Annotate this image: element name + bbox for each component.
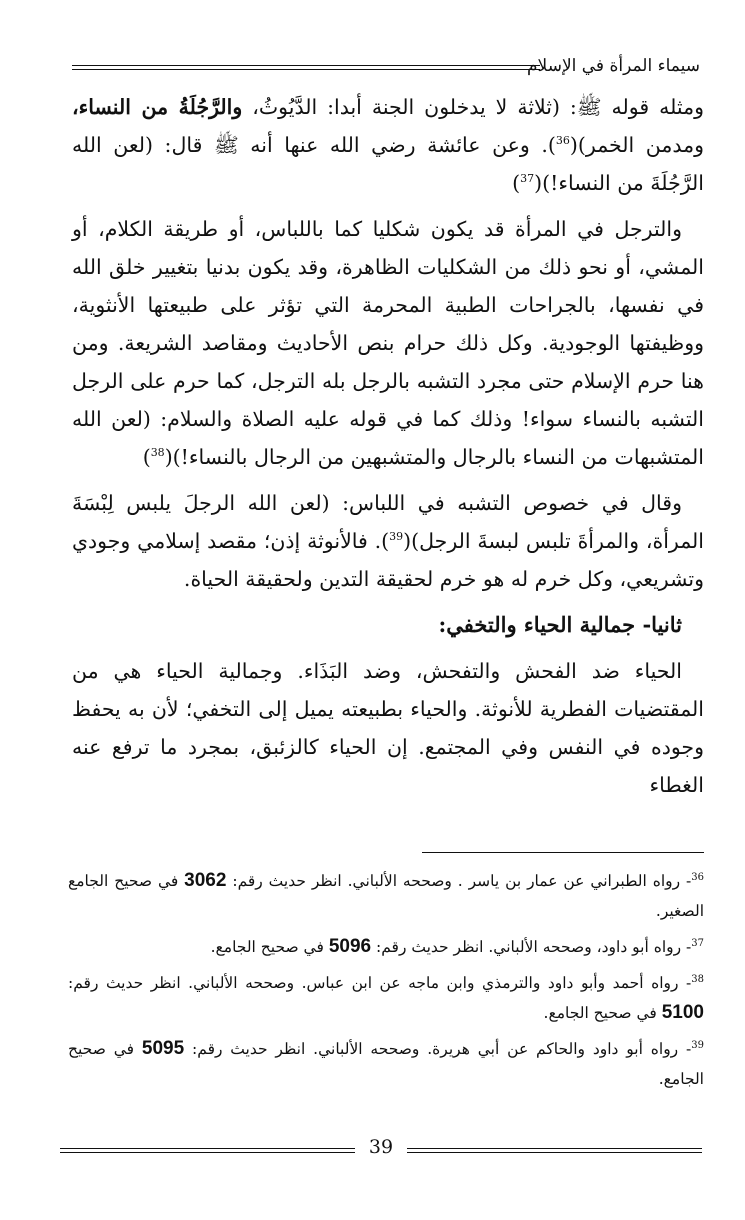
hadith-number: 5100 [661,1002,704,1023]
footnote-ref-39[interactable]: 39 [389,530,404,544]
footnotes [68,866,704,1100]
running-header [72,52,700,88]
section-title: ثانيا- جمالية الحياء والتخفي: [438,612,682,637]
hadith-number: 5095 [141,1038,185,1059]
footnote-ref-38[interactable]: 38 [150,446,165,460]
paragraph-1: ومثله قوله ﷺ: (ثلاثة لا يدخلون الجنة أبدا: الدَّيُوثُ، والرَّجُلَةُ من النساء، ومدمن الخمر)($^{36}$). وعن عائشة رضي الله عنها أنه ﷺ قال: (لعن الله الرَّجُلَةَ من النساء!)($^{37}$) [72,95,704,195]
footnote-37: $^{37}$- رواه أبو داود، وصححه الألباني. انظر حديث رقم: 5096 في صحيح الجامع. [210,936,704,957]
footnote-ref-37[interactable]: 37 [520,172,535,186]
book-title: سيماء المرأة في الإسلام [527,56,700,76]
footnote-number: 36 [691,871,704,883]
footnote-separator [422,852,704,853]
footnote-36: $^{36}$- رواه الطبراني عن عمار بن ياسر . وصححه الألباني. انظر حديث رقم: 3062 في صحيح الجامع الصغير. [68,870,704,920]
footnote-38: $^{38}$- رواه أحمد وأبو داود والترمذي وابن ماجه عن ابن عباس. وصححه الألباني. انظر حديث رقم: 5100 في صحيح الجامع. [68,973,704,1023]
footnote-ref-36[interactable]: 36 [555,134,570,148]
page-footer [60,1136,702,1164]
footnote-39: $^{39}$- رواه أبو داود والحاكم عن أبي هريرة. وصححه الألباني. انظر حديث رقم: 5095 في صحيح الجامع. [68,1038,704,1088]
footer-rule-right [407,1148,702,1153]
bold-phrase: والرَّجُلَةُ من النساء، [72,95,243,119]
main-text [72,88,704,812]
hadith-number: 5096 [328,936,372,957]
paragraph-2: والترجل في المرأة قد يكون شكليا كما باللباس، أو طريقة الكلام، أو المشي، أو نحو ذلك من الشكليات الظاهرة، وقد يكون بدنيا بتغيير خلق الله في نفسها، بالجراحات الطبية المحرمة التي تؤثر على طبيعتها الأنثوية، ووظيفتها الوجودية. وكل ذلك حرام بنص الأحاديث ومقاصد الشريعة. ومن هنا حرم الإسلام حتى مجرد التشبه بالرجل بله الترجل، كما حرم على الرجل التشبه بالنساء سواء! وذلك كما في قوله عليه الصلاة والسلام: (لعن الله المتشبهات من النساء بالرجال والمتشبهين من الرجال بالنساء!)($^{38}$) [72,217,704,469]
paragraph-3: وقال في خصوص التشبه في اللباس: (لعن الله الرجلَ يلبس لِبْسَةَ المرأة، والمرأةَ تلبس لبسةَ الرجل)($^{39}$). فالأنوثة إذن؛ مقصد إسلامي وجودي وتشريعي، وكل خرم له هو خرم لحقيقة التدين ولحقيقة الحياة. [72,491,704,591]
footnote-number: 37 [691,937,704,949]
footnote-number: 38 [691,973,704,985]
header-rule [72,65,540,70]
hadith-number: 3062 [184,870,227,891]
footnote-number: 39 [691,1039,704,1051]
paragraph-4: الحياء ضد الفحش والتفحش، وضد البَذَاء. وجمالية الحياء هي من المقتضيات الفطرية للأنوثة. والحياء بطبيعته يميل إلى التخفي؛ لأن به يحفظ وجوده في النفس وفي المجتمع. إن الحياء كالزئبق، بمجرد ما ترفع عنه الغطاء [72,659,704,797]
page-number: 39 [368,1136,394,1158]
footer-rule-left [60,1148,355,1153]
